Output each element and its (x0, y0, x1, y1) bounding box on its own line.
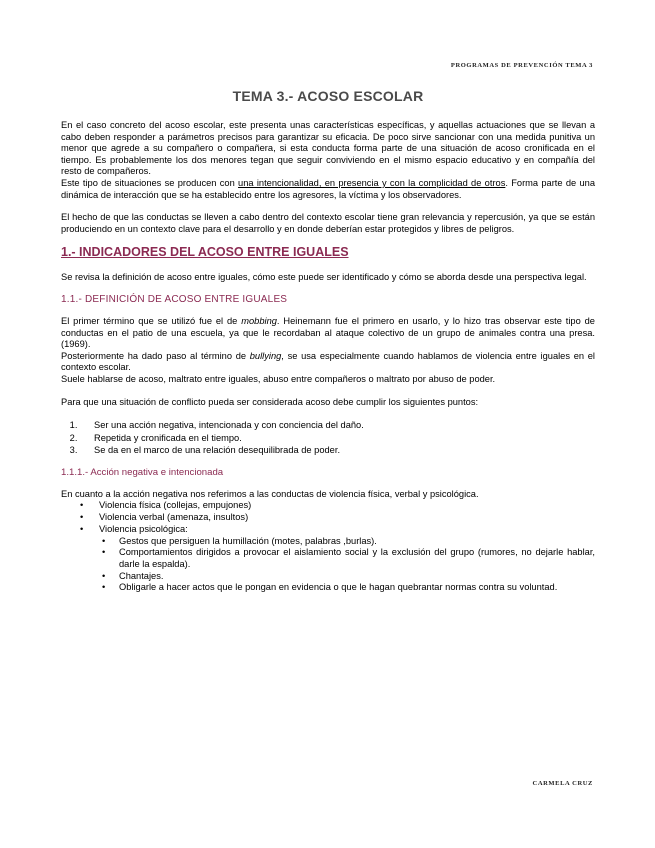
term-mobbing: mobbing (241, 315, 277, 326)
section-1-1-paragraph-2 (61, 351, 595, 374)
section-1-heading: 1.- INDICADORES DEL ACOSO ENTRE IGUALES (61, 245, 349, 260)
bullet-icon: • (102, 547, 106, 558)
intro-p2-underlined: una intencionalidad, en presencia y con la complicidad de otros (238, 177, 506, 188)
criteria-item: 3. Se da en el marco de una relación desequilibrada de poder. (80, 444, 595, 457)
s11-p1-start: El primer término que se utilizó fue el de (61, 315, 242, 326)
intro-p2-start: Este tipo de situaciones se producen con (61, 177, 239, 188)
section-1-1-paragraph-1 (61, 316, 595, 351)
bullet-icon: • (80, 524, 84, 535)
list-item (102, 547, 595, 570)
s11-p2-start: Posteriormente ha dado paso al término de (61, 350, 250, 361)
list-item (80, 512, 595, 524)
intro-p2-end: . Forma parte de una dinámica de interacción que se ha establecido entre los agresores, la víctima y los observadores. (61, 177, 595, 200)
list-item-text: Comportamientos dirigidos a provocar el aislamiento social y la exclusión del grupo (rumores, no dejarle hablar, darle la espalda). (119, 547, 595, 570)
section-1-1-heading: 1.1.- DEFINICIÓN DE ACOSO ENTRE IGUALES (61, 293, 288, 305)
bullet-icon: • (102, 570, 106, 581)
term-bullying: bullying (249, 350, 282, 361)
list-item-text: Violencia psicológica: (99, 524, 188, 535)
criteria-item: 1. Ser una acción negativa, intencionada y con conciencia del daño. (80, 419, 595, 432)
bullet-icon: • (80, 512, 84, 523)
s11-p2-end: , se usa especialmente cuando hablamos de violencia entre iguales en el contexto escolar. (61, 350, 595, 373)
s11-p1-end: . Heinemann fue el primero en usarlo, y lo hizo tras observar este tipo de conductas en el patio de una escuela, ya que le recordaban al ataque colectivo de un grupo de animales contra una presa. (1969). (61, 315, 595, 350)
criteria-list (61, 419, 595, 457)
psychological-violence-list (61, 536, 595, 594)
bullet-icon: • (102, 582, 106, 593)
bullet-icon: • (102, 535, 106, 546)
list-item-text: Obligarle a hacer actos que le pongan en evidencia o que le hagan quebrantar normas contra su voluntad. (119, 582, 558, 593)
list-item-text: Violencia física (collejas, empujones) (99, 500, 252, 511)
document-body (61, 88, 595, 594)
intro-paragraph-2 (61, 178, 595, 201)
document-title: TEMA 3.- ACOSO ESCOLAR (232, 88, 424, 104)
list-item (102, 570, 595, 583)
list-item (102, 535, 595, 548)
list-item-text: Violencia verbal (amenaza, insultos) (99, 512, 249, 523)
intro-paragraph-3: El hecho de que las conductas se lleven a cabo dentro del contexto escolar tiene gran relevancia y repercusión, ya que se están produciendo en un contexto clave para el desarrollo y en donde deberían estar protegidos y libres de peligros. (61, 212, 595, 234)
violence-types-list (61, 500, 595, 535)
section-1-1-1-paragraph: En cuanto a la acción negativa nos referimos a las conductas de violencia física, verbal y psicológica. (61, 488, 479, 499)
running-footer: CARMELA CRUZ (532, 780, 593, 787)
section-1-1-paragraph-4: Para que una situación de conflicto pueda ser considerada acoso debe cumplir los siguientes puntos: (61, 396, 479, 407)
section-1-1-paragraph-3: Suele hablarse de acoso, maltrato entre iguales, abuso entre compañeros o maltrato por abuso de poder. (61, 373, 496, 384)
section-1-paragraph: Se revisa la definición de acoso entre iguales, cómo este puede ser identificado y cómo se aborda desde una perspectiva legal. (61, 272, 587, 283)
list-item (80, 500, 595, 512)
list-item-text: Chantajes. (119, 570, 164, 581)
criteria-item: 2. Repetida y cronificada en el tiempo. (80, 432, 595, 445)
intro-paragraph-1: En el caso concreto del acoso escolar, este presenta unas características específicas, y aquellas actuaciones que se llevan a cabo deben responder a parámetros precisos para garantizar su eficacia. De poco sirve sancionar con una medida punitiva un menor que agrede a su compañero o compañera, si esta conducta forma parte de una situación de acoso cronificada en el tiempo. Es probablemente los dos menores tegan que seguir conviviendo en el mismo espacio educativo y en compañía del resto de compañeros. (61, 120, 595, 177)
section-1-1-1-heading: 1.1.1.- Acción negativa e intencionada (61, 466, 224, 478)
list-item-text: Gestos que persiguen la humillación (motes, palabras ,burlas). (119, 535, 377, 546)
bullet-icon: • (80, 500, 84, 511)
running-header: PROGRAMAS DE PREVENCIÓN TEMA 3 (450, 62, 593, 69)
list-item (102, 582, 595, 594)
list-item (80, 524, 595, 536)
